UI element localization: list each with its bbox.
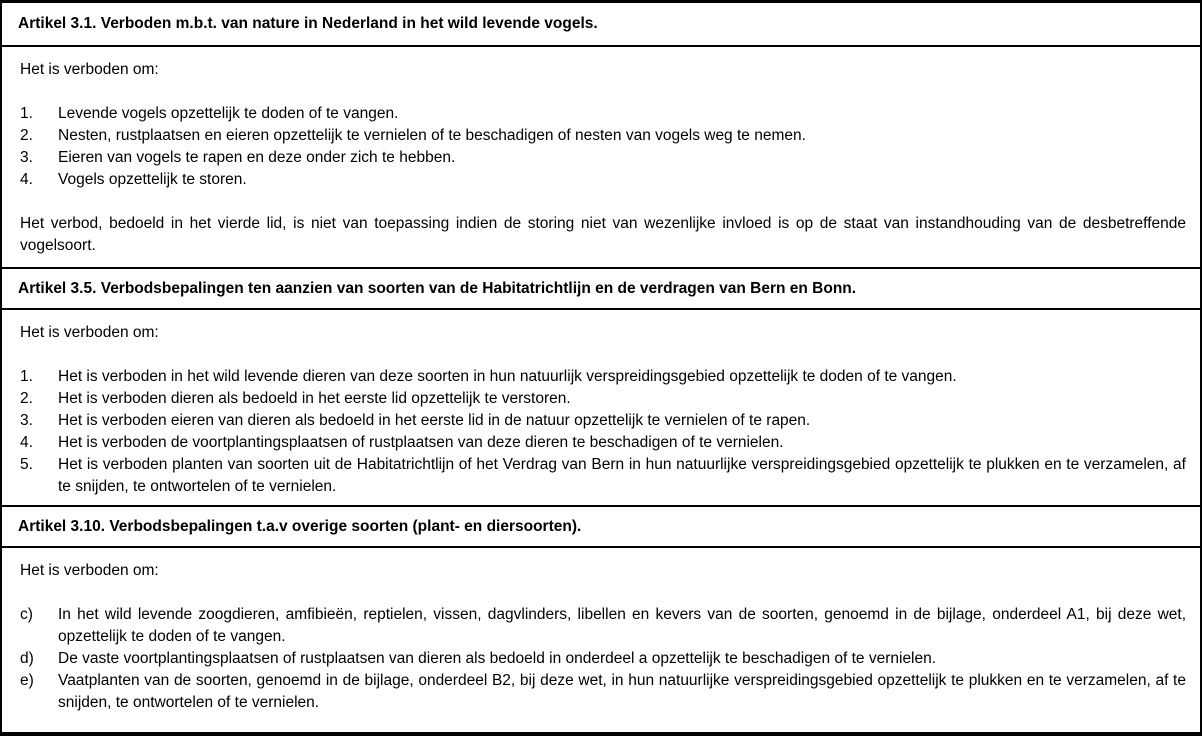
prohibition-list <box>20 103 1186 191</box>
section-body-artikel-3-1 <box>2 45 1200 267</box>
intro-text: Het is verboden om: <box>20 562 159 579</box>
section-header-artikel-3-10 <box>2 505 1200 546</box>
list-item-marker: 3. <box>20 149 33 166</box>
list-item-marker: d) <box>20 650 34 667</box>
list-item <box>20 432 1186 454</box>
list-item <box>20 103 1186 125</box>
exception-note: Het verbod, bedoeld in het vierde lid, is niet van toepassing indien de storing niet van wezenlijke invloed is op de staat van instandhouding van de desbetreffende vogelsoort. <box>20 215 1186 254</box>
intro-text: Het is verboden om: <box>20 61 159 78</box>
list-item-marker: e) <box>20 672 34 689</box>
list-item-marker: 2. <box>20 127 33 144</box>
list-item-marker: 3. <box>20 412 33 429</box>
section-header-artikel-3-1 <box>2 3 1200 45</box>
list-item-text: De vaste voortplantingsplaatsen of rustplaatsen van dieren als bedoeld in onderdeel a opzettelijk te beschadigen of te vernielen. <box>58 650 937 667</box>
list-item <box>20 670 1186 714</box>
list-item <box>20 147 1186 169</box>
list-item-marker: 2. <box>20 390 33 407</box>
list-item <box>20 388 1186 410</box>
prohibition-list <box>20 604 1186 714</box>
intro-text: Het is verboden om: <box>20 324 159 341</box>
section-title: Artikel 3.5. Verbodsbepalingen ten aanzien van soorten van de Habitatrichtlijn en de verdragen van Bern en Bonn. <box>18 279 857 297</box>
section-body-artikel-3-10 <box>2 546 1200 732</box>
prohibition-list <box>20 366 1186 498</box>
list-item <box>20 169 1186 191</box>
section-body-artikel-3-5 <box>2 308 1200 505</box>
list-item <box>20 366 1186 388</box>
list-item-text: Het is verboden planten van soorten uit de Habitatrichtlijn of het Verdrag van Bern in hun natuurlijke verspreidingsgebied opzettelijk te plukken en te verzamelen, af te snijden, te ontwortelen of te vernielen. <box>58 456 1186 495</box>
section-header-artikel-3-5 <box>2 267 1200 308</box>
section-title: Artikel 3.10. Verbodsbepalingen t.a.v overige soorten (plant- en diersoorten). <box>18 517 582 535</box>
list-item-text: Nesten, rustplaatsen en eieren opzettelijk te vernielen of te beschadigen of nesten van vogels weg te nemen. <box>58 127 806 144</box>
list-item-marker: 1. <box>20 105 33 122</box>
list-item-marker: 4. <box>20 434 33 451</box>
list-item-text: Het is verboden eieren van dieren als bedoeld in het eerste lid in de natuur opzettelijk te vernielen of te rapen. <box>58 412 811 429</box>
list-item-text: Het is verboden de voortplantingsplaatsen of rustplaatsen van deze dieren te beschadigen of te vernielen. <box>58 434 784 451</box>
list-item <box>20 454 1186 498</box>
list-item <box>20 604 1186 648</box>
list-item-marker: 4. <box>20 171 33 188</box>
section-title: Artikel 3.1. Verboden m.b.t. van nature in Nederland in het wild levende vogels. <box>18 15 598 32</box>
list-item-marker: 1. <box>20 368 33 385</box>
list-item-marker: 5. <box>20 456 33 473</box>
list-item-text: In het wild levende zoogdieren, amfibieën, reptielen, vissen, dagvlinders, libellen en kevers van de soorten, genoemd in de bijlage, onderdeel A1, bij deze wet, opzettelijk te doden of te vangen. <box>58 606 1186 645</box>
list-item <box>20 410 1186 432</box>
list-item-text: Het is verboden dieren als bedoeld in het eerste lid opzettelijk te verstoren. <box>58 390 571 407</box>
list-item-text: Het is verboden in het wild levende dieren van deze soorten in hun natuurlijk verspreidingsgebied opzettelijk te doden of te vangen. <box>58 368 957 385</box>
list-item <box>20 648 1186 670</box>
list-item-text: Vogels opzettelijk te storen. <box>58 171 247 188</box>
list-item <box>20 125 1186 147</box>
list-item-text: Eieren van vogels te rapen en deze onder zich te hebben. <box>58 149 456 166</box>
list-item-text: Vaatplanten van de soorten, genoemd in de bijlage, onderdeel B2, bij deze wet, in hun natuurlijke verspreidingsgebied opzettelijk te plukken en te verzamelen, af te snijden, te ontwortelen of te vernielen. <box>58 672 1186 711</box>
list-item-text: Levende vogels opzettelijk te doden of te vangen. <box>58 105 399 122</box>
list-item-marker: c) <box>20 606 33 623</box>
